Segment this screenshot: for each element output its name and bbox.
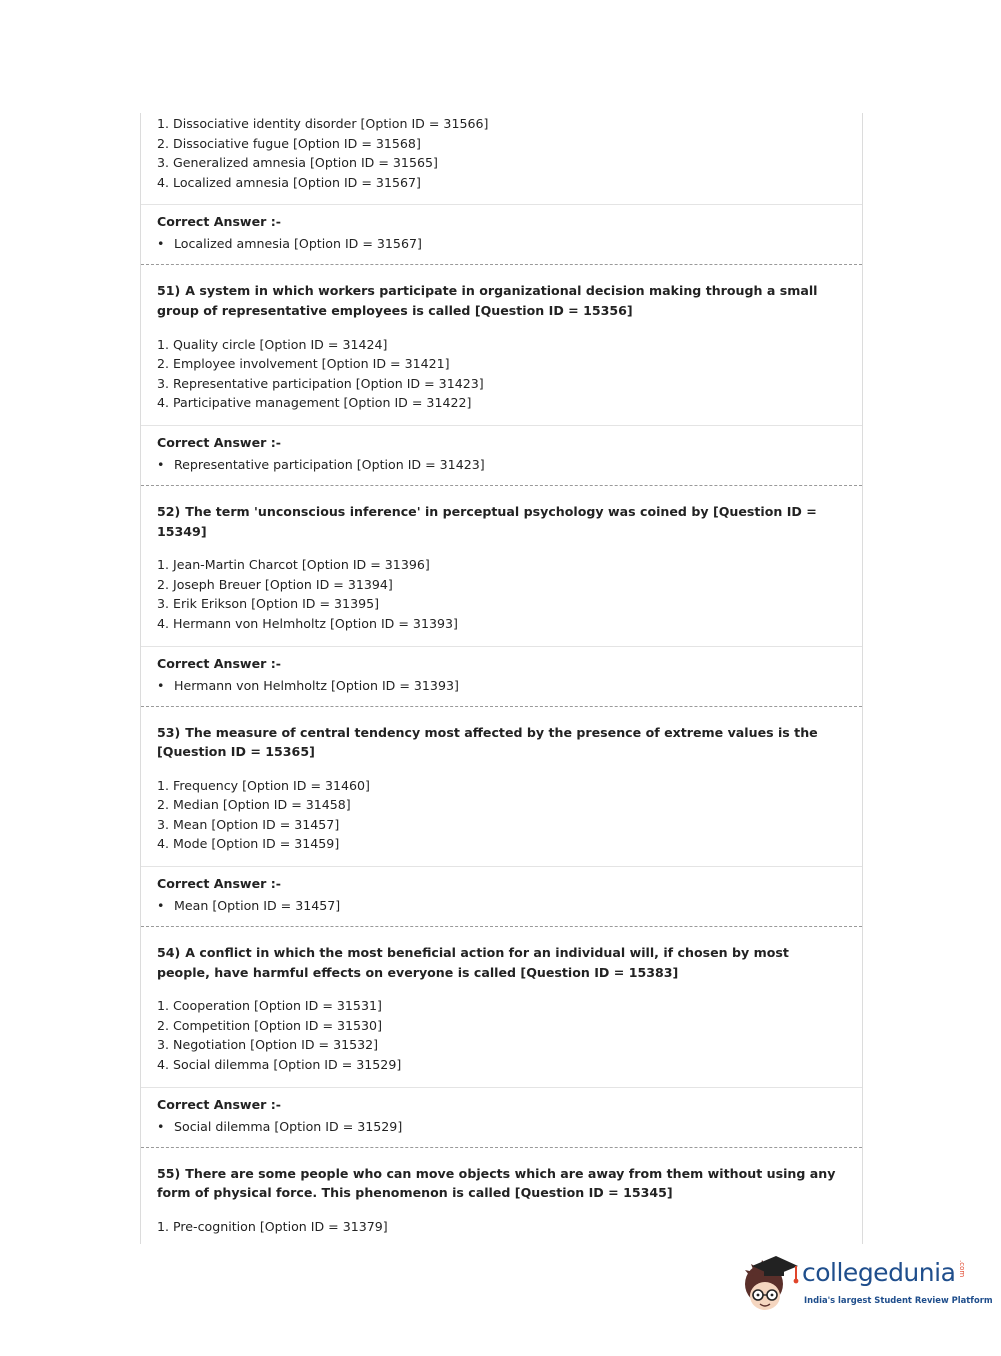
answer-title: Correct Answer :- xyxy=(157,214,281,230)
option-50-4: 4. Localized amnesia [Option ID = 31567] xyxy=(157,174,421,190)
question-number: 55) xyxy=(157,1165,181,1181)
option-51-3: 3. Representative participation [Option ID = 31423] xyxy=(157,375,484,391)
answer-block-53 xyxy=(141,866,862,917)
bullet-icon: • xyxy=(157,677,165,693)
bullet-icon: • xyxy=(157,898,165,914)
options-list-50 xyxy=(141,113,862,192)
option-51-4: 4. Participative management [Option ID = 31422] xyxy=(157,395,472,411)
question-53 xyxy=(141,707,862,762)
option-50-3: 3. Generalized amnesia [Option ID = 31565] xyxy=(157,155,438,171)
brand-tagline: India's largest Student Review Platform xyxy=(804,1295,993,1305)
option-53-2: 2. Median [Option ID = 31458] xyxy=(157,797,351,813)
question-number: 52) xyxy=(157,503,181,519)
correct-answer-52 xyxy=(157,675,846,697)
question-number: 51) xyxy=(157,283,181,299)
answer-title: Correct Answer :- xyxy=(157,434,281,450)
question-text-52 xyxy=(157,502,846,541)
option-53-1: 1. Frequency [Option ID = 31460] xyxy=(157,777,370,793)
answer-title: Correct Answer :- xyxy=(157,655,281,671)
question-number: 53) xyxy=(157,724,181,740)
answer-title: Correct Answer :- xyxy=(157,876,281,892)
answer-block-50 xyxy=(141,204,862,255)
correct-answer-53 xyxy=(157,895,846,917)
question-55 xyxy=(141,1148,862,1203)
option-52-1: 1. Jean-Martin Charcot [Option ID = 31396] xyxy=(157,557,430,573)
question-52 xyxy=(141,486,862,541)
question-text-53 xyxy=(157,723,846,762)
question-stem: The measure of central tendency most affected by the presence of extreme values is the [Question ID = 15365] xyxy=(157,724,818,760)
question-text-54 xyxy=(157,943,846,982)
question-stem: The term 'unconscious inference' in perceptual psychology was coined by [Question ID = 15349] xyxy=(157,503,817,539)
answer-block-52 xyxy=(141,646,862,697)
option-54-1: 1. Cooperation [Option ID = 31531] xyxy=(157,998,382,1014)
options-list-54 xyxy=(141,994,862,1074)
options-list-52 xyxy=(141,553,862,633)
correct-answer-text: Mean [Option ID = 31457] xyxy=(174,898,341,914)
option-54-3: 3. Negotiation [Option ID = 31532] xyxy=(157,1037,379,1053)
question-text-55 xyxy=(157,1164,846,1203)
bullet-icon: • xyxy=(157,456,165,472)
question-stem: A conflict in which the most beneficial action for an individual will, if chosen by most people, have harmful effects on everyone is called [Question ID = 15383] xyxy=(157,945,789,980)
option-51-2: 2. Employee involvement [Option ID = 31421] xyxy=(157,356,450,372)
correct-answer-51 xyxy=(157,454,846,476)
option-50-2: 2. Dissociative fugue [Option ID = 31568] xyxy=(157,135,421,151)
option-52-2: 2. Joseph Breuer [Option ID = 31394] xyxy=(157,576,393,592)
options-list-51 xyxy=(141,333,862,413)
answer-title: Correct Answer :- xyxy=(157,1096,281,1112)
option-53-4: 4. Mode [Option ID = 31459] xyxy=(157,836,340,852)
correct-answer-54 xyxy=(157,1116,846,1138)
correct-answer-text: Hermann von Helmholtz [Option ID = 31393] xyxy=(174,677,459,693)
question-stem: There are some people who can move objects which are away from them without using any form of physical force. This phenomenon is called [Question ID = 15345] xyxy=(157,1165,836,1201)
question-stem: A system in which workers participate in organizational decision making through a small group of representative employees is called [Question ID = 15356] xyxy=(157,283,818,318)
mascot-icon xyxy=(742,1250,800,1318)
correct-answer-text: Social dilemma [Option ID = 31529] xyxy=(174,1118,403,1134)
options-list-53 xyxy=(141,774,862,854)
option-55-1: 1. Pre-cognition [Option ID = 31379] xyxy=(157,1218,388,1234)
question-paper xyxy=(140,113,863,1244)
question-51 xyxy=(141,265,862,320)
bullet-icon: • xyxy=(157,236,165,252)
option-51-1: 1. Quality circle [Option ID = 31424] xyxy=(157,336,388,352)
option-53-3: 3. Mean [Option ID = 31457] xyxy=(157,816,340,832)
bullet-icon: • xyxy=(157,1118,165,1134)
option-52-4: 4. Hermann von Helmholtz [Option ID = 31393] xyxy=(157,615,458,631)
answer-block-51 xyxy=(141,425,862,476)
question-54 xyxy=(141,927,862,982)
brand-name: collegedunia xyxy=(802,1258,956,1287)
correct-answer-text: Representative participation [Option ID = 31423] xyxy=(174,456,485,472)
answer-block-54 xyxy=(141,1087,862,1138)
brand-tld: .com xyxy=(958,1260,966,1278)
option-54-2: 2. Competition [Option ID = 31530] xyxy=(157,1017,382,1033)
option-52-3: 3. Erik Erikson [Option ID = 31395] xyxy=(157,596,380,612)
correct-answer-text: Localized amnesia [Option ID = 31567] xyxy=(174,236,422,252)
correct-answer-50 xyxy=(157,233,846,255)
option-54-4: 4. Social dilemma [Option ID = 31529] xyxy=(157,1057,402,1073)
question-number: 54) xyxy=(157,945,181,961)
options-list-55 xyxy=(141,1215,862,1237)
option-50-1: 1. Dissociative identity disorder [Option ID = 31566] xyxy=(157,116,489,131)
question-text-51 xyxy=(157,281,846,320)
collegedunia-logo xyxy=(742,1250,993,1320)
